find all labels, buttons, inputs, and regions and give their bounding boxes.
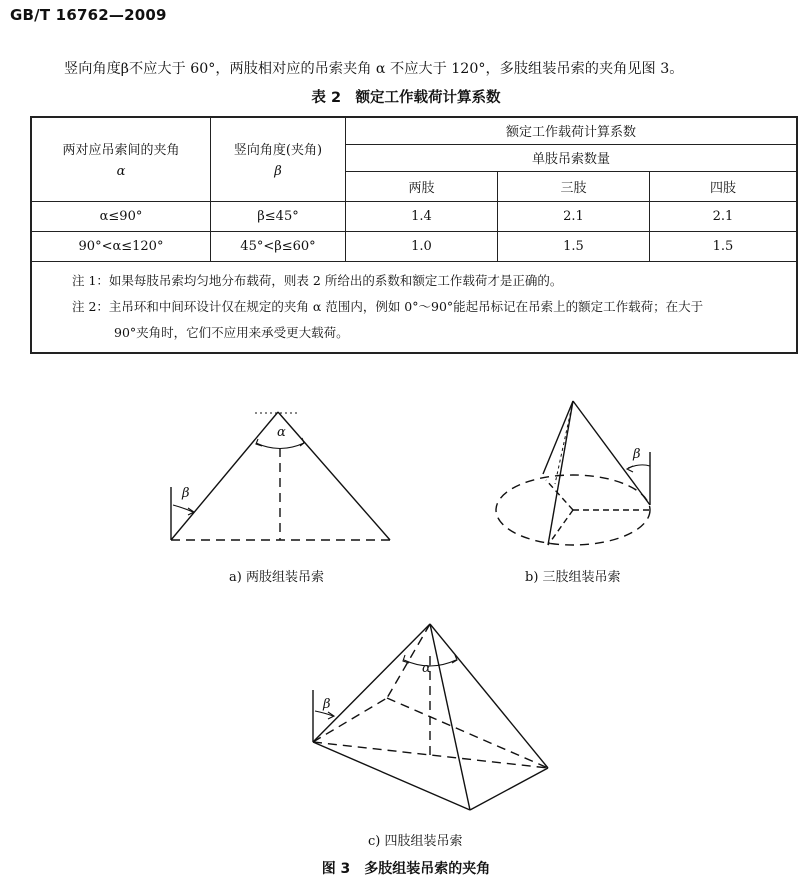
three-leg-sling-diagram — [496, 401, 650, 545]
beta-label-a: β — [182, 486, 190, 501]
note-2-continued: 90°夹角时，它们不应用来承受更大载荷。 — [114, 324, 349, 340]
cell-beta: 45°<β≤60° — [211, 231, 346, 261]
table-row — [31, 201, 797, 231]
header-four-leg: 四肢 — [650, 171, 798, 201]
caption-two-leg: a) 两肢组装吊索 — [229, 570, 324, 585]
cell-alpha: 90°<α≤120° — [31, 231, 211, 261]
figure-caption: 图 3 多肢组装吊索的夹角 — [321, 861, 491, 877]
beta-label-b: β — [633, 447, 641, 462]
header-coefficient-group: 额定工作载荷计算系数 — [346, 117, 798, 144]
header-angle-alpha — [31, 117, 211, 201]
body-paragraph: 竖向角度β不应大于 60°，两肢相对应的吊索夹角 α 不应大于 120°，多肢组装吊索的夹角见图 3。 — [64, 61, 684, 77]
alpha-label-c: α — [422, 661, 431, 676]
four-leg-sling-diagram — [313, 624, 548, 810]
beta-label-c: β — [323, 697, 331, 712]
header-leg-count: 单肢吊索数量 — [346, 144, 798, 171]
cell-value: 1.5 — [498, 231, 650, 261]
standard-number: GB/T 16762—2009 — [10, 6, 167, 24]
header-two-leg: 两肢 — [346, 171, 498, 201]
coefficient-table — [30, 116, 798, 354]
alpha-label-a: α — [277, 425, 286, 440]
cell-value: 1.5 — [650, 231, 798, 261]
header-vertical-beta — [211, 117, 346, 201]
table-notes — [31, 261, 797, 353]
table-caption: 表 2 额定工作载荷计算系数 — [311, 90, 501, 106]
table-row — [31, 231, 797, 261]
cell-alpha: α≤90° — [31, 201, 211, 231]
caption-three-leg: b) 三肢组装吊索 — [525, 570, 621, 585]
caption-four-leg: c) 四肢组装吊索 — [368, 834, 463, 849]
sling-angle-figures — [0, 380, 812, 858]
note-1: 注 1：如果每肢吊索均匀地分布载荷，则表 2 所给出的系数和额定工作载荷才是正确的。 — [72, 272, 563, 288]
cell-value: 1.4 — [346, 201, 498, 231]
beta-symbol: β — [274, 164, 282, 180]
header-three-leg: 三肢 — [498, 171, 650, 201]
cell-value: 2.1 — [498, 201, 650, 231]
header-angle-alpha-text: 两对应吊索间的夹角 — [62, 143, 180, 159]
header-vertical-beta-text: 竖向角度(夹角) — [233, 143, 323, 159]
cell-value: 1.0 — [346, 231, 498, 261]
alpha-symbol: α — [116, 164, 126, 180]
cell-value: 2.1 — [650, 201, 798, 231]
note-2: 注 2：主吊环和中间环设计仅在规定的夹角 α 范围内，例如 0°～90°能起吊标记在吊索上的额定工作载荷；在大于 — [72, 298, 704, 314]
cell-beta: β≤45° — [211, 201, 346, 231]
